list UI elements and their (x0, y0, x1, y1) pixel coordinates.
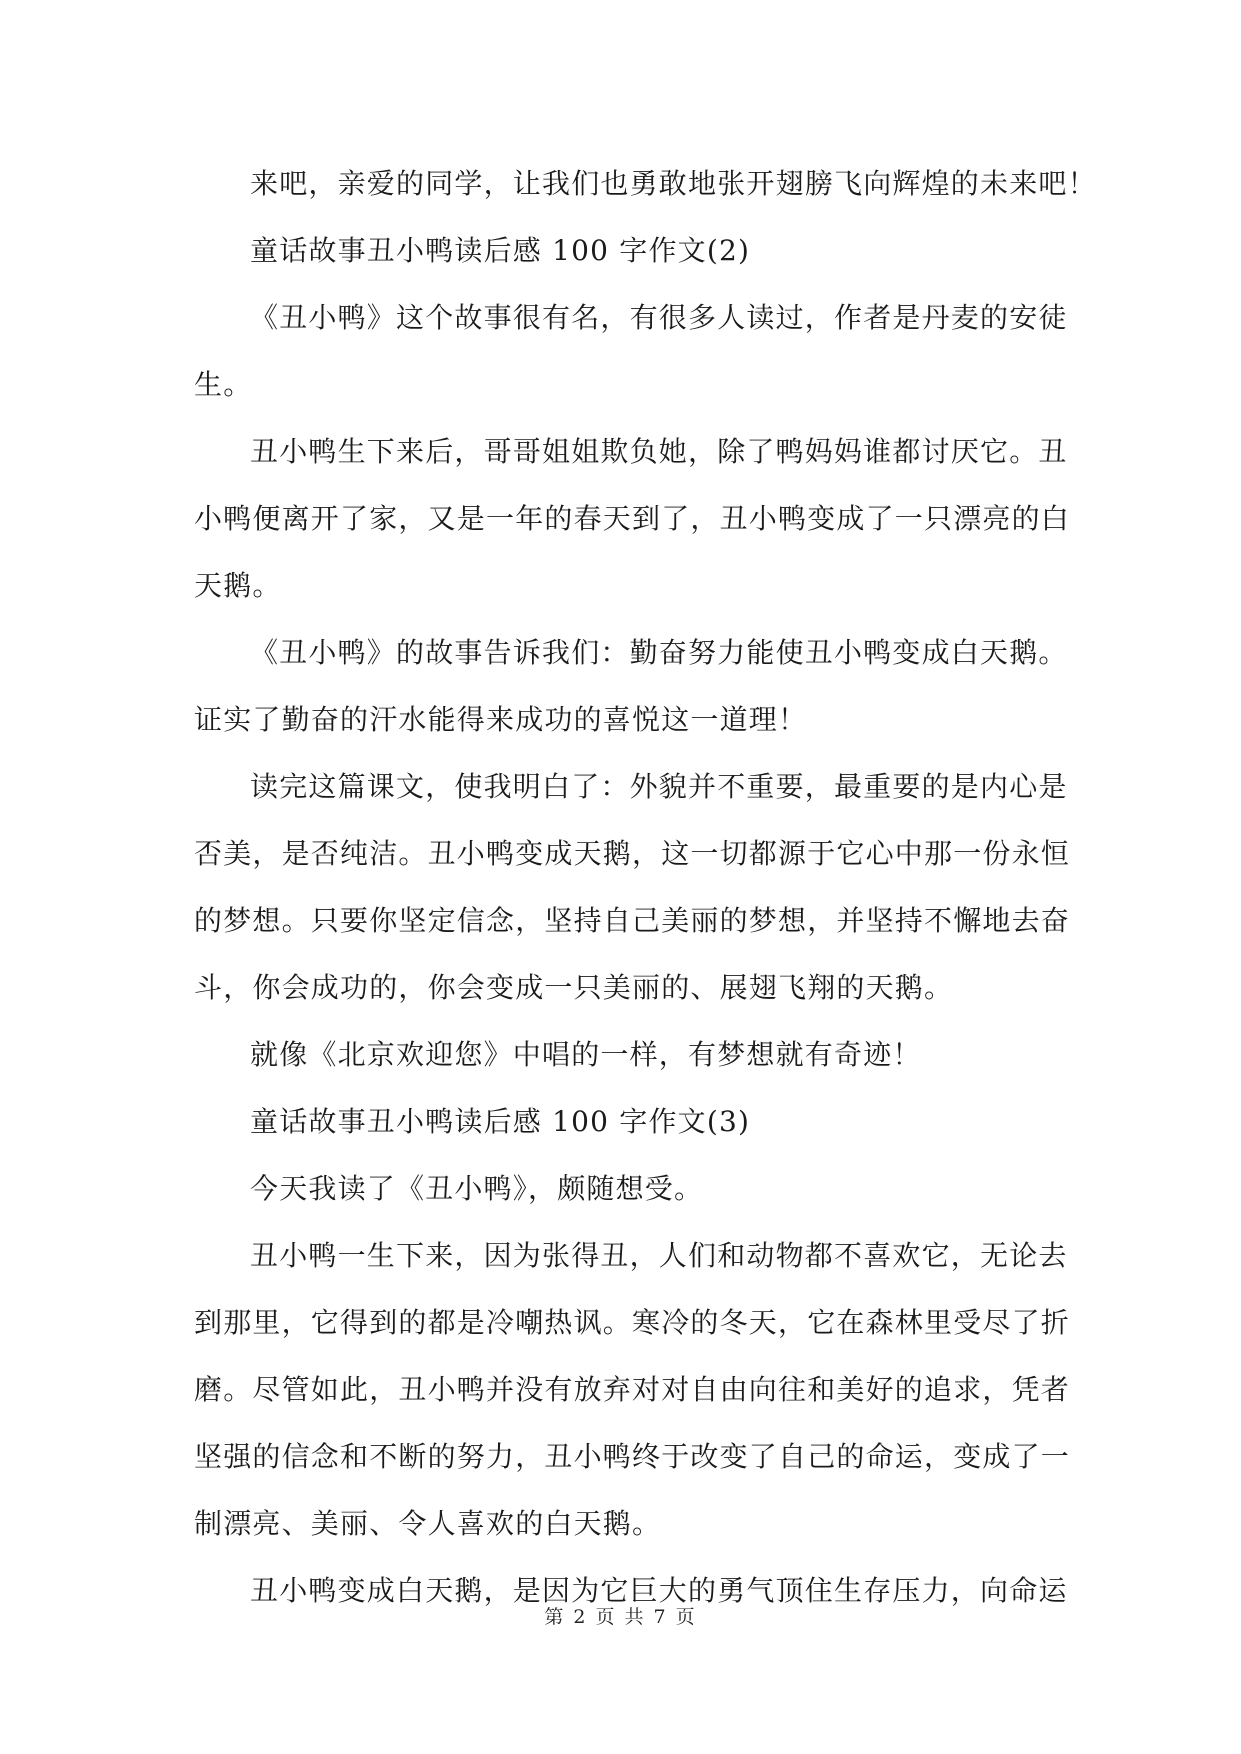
text-line: 小鸭便离开了家，又是一年的春天到了，丑小鸭变成了一只漂亮的白 (194, 502, 1071, 535)
text-line: 读完这篇课文，使我明白了：外貌并不重要，最重要的是内心是 (250, 770, 1068, 803)
text-line: 制漂亮、美丽、令人喜欢的白天鹅。 (194, 1507, 662, 1540)
text-line: 就像《北京欢迎您》中唱的一样，有梦想就有奇迹！ (250, 1038, 922, 1071)
text-line: 《丑小鸭》这个故事很有名，有很多人读过，作者是丹麦的安徒 (250, 301, 1068, 334)
text-line: 否美，是否纯洁。丑小鸭变成天鹅，这一切都源于它心中那一份永恒 (194, 837, 1071, 870)
text-line: 的梦想。只要你坚定信念，坚持自己美丽的梦想，并坚持不懈地去奋 (194, 904, 1071, 937)
text-line: 丑小鸭一生下来，因为张得丑，人们和动物都不喜欢它，无论去 (250, 1239, 1068, 1272)
text-line: 斗，你会成功的，你会变成一只美丽的、展翅飞翔的天鹅。 (194, 971, 954, 1004)
text-line: 丑小鸭变成白天鹅，是因为它巨大的勇气顶住生存压力，向命运 (250, 1574, 1068, 1607)
text-line: 《丑小鸭》的故事告诉我们：勤奋努力能使丑小鸭变成白天鹅。 (250, 636, 1068, 669)
text-line: 生。 (194, 368, 253, 401)
text-line: 来吧，亲爱的同学，让我们也勇敢地张开翅膀飞向辉煌的未来吧！ (250, 167, 1097, 200)
text-line: 坚强的信念和不断的努力，丑小鸭终于改变了自己的命运，变成了一 (194, 1440, 1071, 1473)
text-line: 丑小鸭生下来后，哥哥姐姐欺负她，除了鸭妈妈谁都讨厌它。丑 (250, 435, 1068, 468)
section-heading: 童话故事丑小鸭读后感 100 字作文(2) (250, 234, 751, 267)
document-body (194, 150, 1097, 1624)
text-line: 今天我读了《丑小鸭》，颇随想受。 (250, 1172, 704, 1205)
text-line: 到那里，它得到的都是冷嘲热讽。寒冷的冬天，它在森林里受尽了折 (194, 1306, 1071, 1339)
page-number-footer: 第 2 页 共 7 页 (544, 1606, 697, 1628)
section-heading: 童话故事丑小鸭读后感 100 字作文(3) (250, 1105, 751, 1138)
text-line: 天鹅。 (194, 569, 282, 602)
text-line: 证实了勤奋的汗水能得来成功的喜悦这一道理！ (194, 703, 808, 736)
text-line: 磨。尽管如此，丑小鸭并没有放弃对对自由向往和美好的追求，凭者 (194, 1373, 1071, 1406)
